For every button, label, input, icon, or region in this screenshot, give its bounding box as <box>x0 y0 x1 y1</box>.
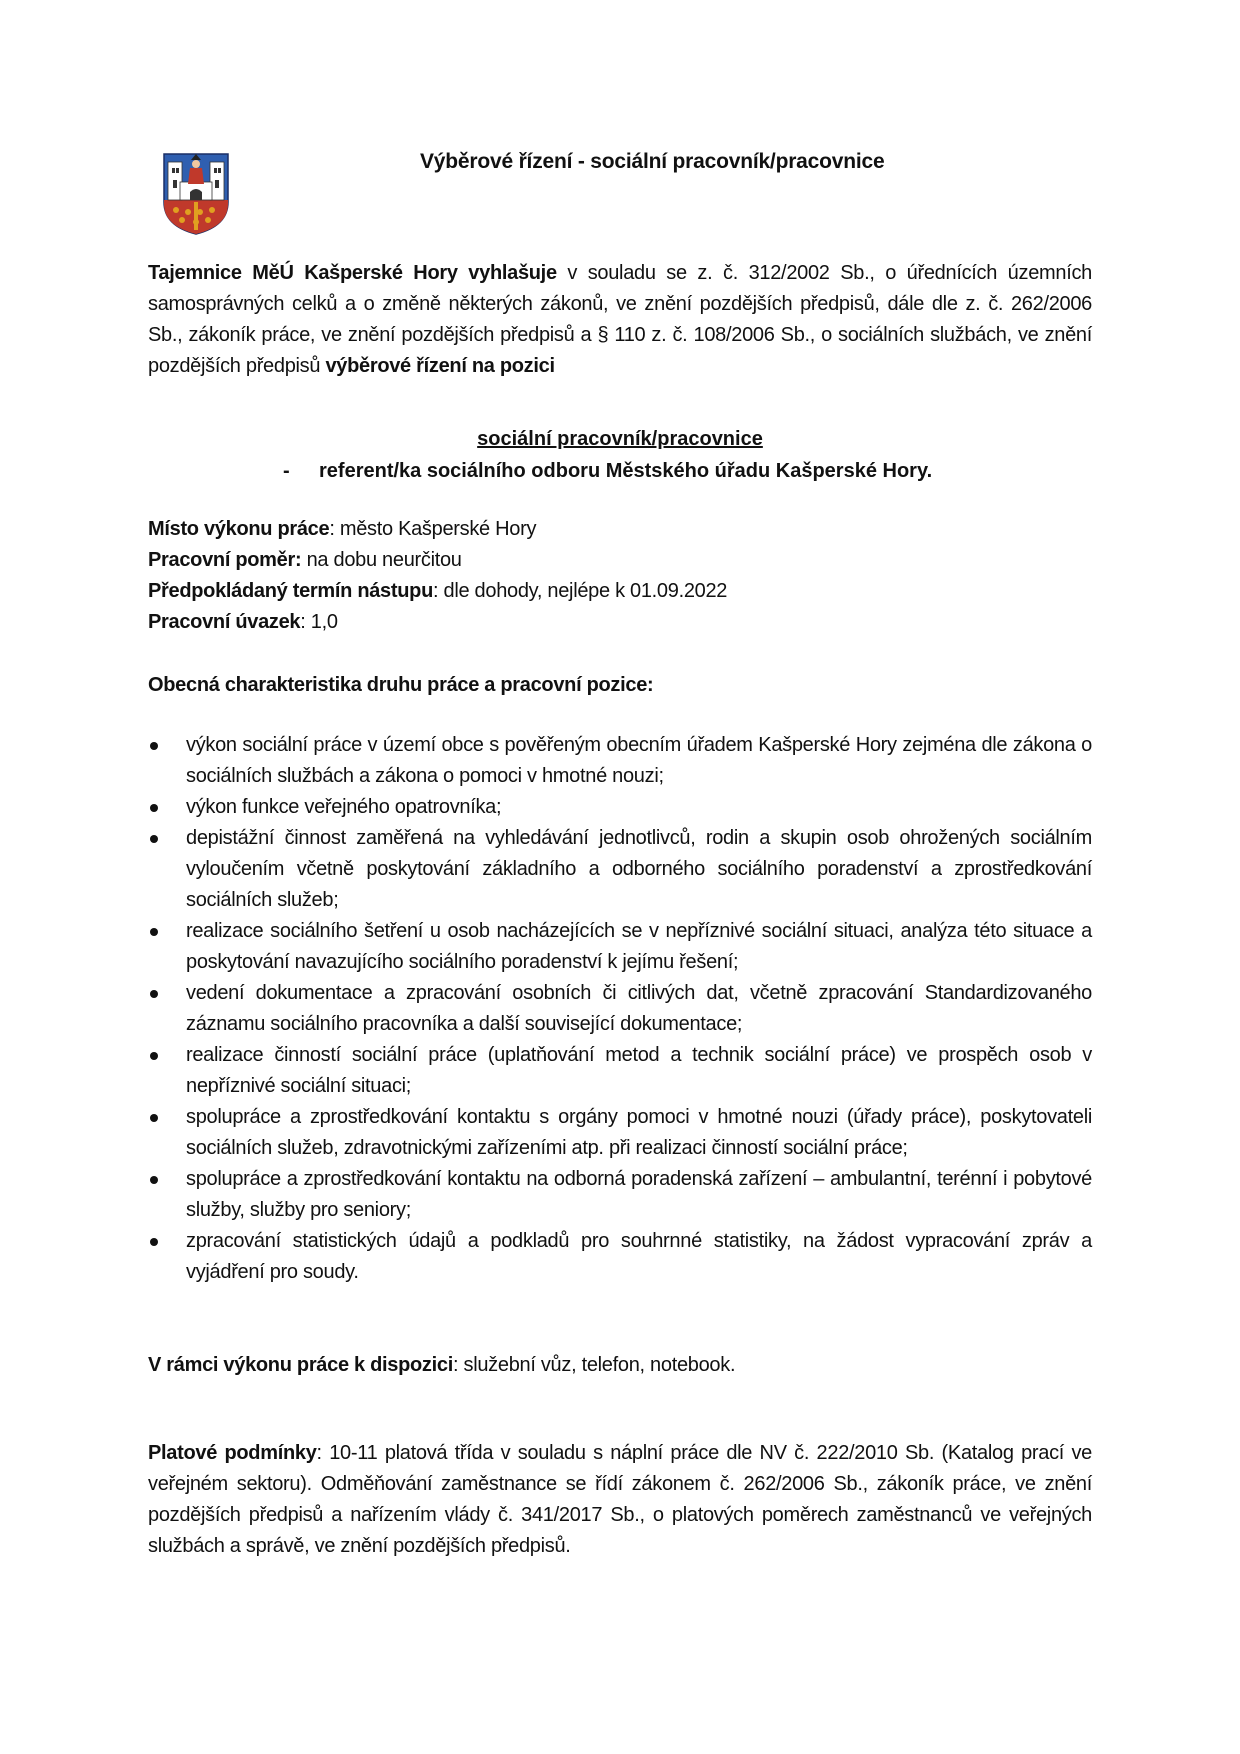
info-value: 1,0 <box>310 611 338 633</box>
intro-paragraph <box>148 258 1092 382</box>
dash-marker: - <box>283 460 290 482</box>
bullet-icon <box>150 804 158 812</box>
salary-paragraph <box>148 1438 1092 1562</box>
list-item-text: spolupráce a zprostředkování kontaktu s orgány pomoci v hmotné nouzi (úřady práce), poskytovateli sociálních služeb, zdravotnickými zařízeními atp. při realizaci činností sociální práce; <box>186 1106 1092 1159</box>
position-block <box>148 423 1092 487</box>
info-label: Pracovní poměr: <box>148 549 302 571</box>
intro-text: v souladu se z. č. 312/2002 Sb., o úřednících územních samosprávných celků a o změně některých zákonů, ve znění pozdějších předpisů, dále dle z. č. 262/2006 Sb., zákoník práce, ve znění pozdějších předpisů a § 110 z. č. 108/2006 Sb., o sociálních službách, ve znění pozdějších předpisů <box>148 262 1092 377</box>
bullet-icon <box>150 1176 158 1184</box>
list-item <box>148 823 1092 916</box>
bullet-icon <box>150 835 158 843</box>
page-title: Výběrové řízení - sociální pracovník/pracovnice <box>420 150 885 173</box>
info-label: Předpokládaný termín nástupu <box>148 580 433 602</box>
info-sep: : <box>433 580 444 602</box>
info-value: na dobu neurčitou <box>306 549 462 571</box>
bullet-icon <box>150 928 158 936</box>
salary-label: Platové podmínky <box>148 1442 317 1464</box>
position-title: sociální pracovník/pracovnice <box>477 428 763 450</box>
list-item <box>148 730 1092 792</box>
coat-of-arms-icon <box>160 150 232 236</box>
intro-bold-lead: Tajemnice MěÚ Kašperské Hory vyhlašuje <box>148 262 557 284</box>
characteristics-heading: Obecná charakteristika druhu práce a pracovní pozice: <box>148 674 654 696</box>
list-item <box>148 792 1092 823</box>
list-item <box>148 1040 1092 1102</box>
list-item <box>148 1102 1092 1164</box>
resources-value: služební vůz, telefon, notebook. <box>463 1354 736 1376</box>
info-place <box>148 514 1092 545</box>
resources-line <box>148 1350 1092 1381</box>
list-item-text: výkon sociální práce v území obce s pověřeným obecním úřadem Kašperské Hory zejména dle zákona o sociálních službách a zákona o pomoci v hmotné nouzi; <box>186 734 1092 787</box>
list-item-text: realizace činností sociální práce (uplatňování metod a technik sociální práce) ve prospěch osob v nepříznivé sociální situaci; <box>186 1044 1092 1097</box>
intro-bold-tail: výběrové řízení na pozici <box>325 355 555 377</box>
info-start-date <box>148 576 1092 607</box>
list-item-text: depistážní činnost zaměřená na vyhledávání jednotlivců, rodin a skupin osob ohrožených sociálním vyloučením včetně poskytování základního a odborného sociálního poradenství a zprostředkování sociálních služeb; <box>186 827 1092 911</box>
info-sep: : <box>329 518 340 540</box>
bullet-icon <box>150 1114 158 1122</box>
position-subtitle-line <box>148 455 1092 487</box>
list-item <box>148 916 1092 978</box>
bullet-icon <box>150 742 158 750</box>
list-item-text: spolupráce a zprostředkování kontaktu na odborná poradenská zařízení – ambulantní, terénní i pobytové služby, služby pro seniory; <box>186 1168 1092 1221</box>
info-value: dle dohody, nejlépe k 01.09.2022 <box>443 580 728 602</box>
job-info <box>148 514 1092 638</box>
list-item-text: vedení dokumentace a zpracování osobních či citlivých dat, včetně zpracování Standardizovaného záznamu sociálního pracovníka a další související dokumentace; <box>186 982 1092 1035</box>
bullet-icon <box>150 1052 158 1060</box>
list-item-text: realizace sociálního šetření u osob nacházejících se v nepříznivé sociální situaci, analýza této situace a poskytování navazujícího sociálního poradenství k jejímu řešení; <box>186 920 1092 973</box>
characteristics-list <box>148 730 1092 1288</box>
list-item-text: výkon funkce veřejného opatrovníka; <box>186 796 502 818</box>
list-item <box>148 1164 1092 1226</box>
list-item <box>148 1226 1092 1288</box>
info-label: Místo výkonu práce <box>148 518 330 540</box>
info-sep: : <box>300 611 311 633</box>
bullet-icon <box>150 990 158 998</box>
position-subtitle: referent/ka sociálního odboru Městského úřadu Kašperské Hory. <box>319 460 933 482</box>
info-value: město Kašperské Hory <box>339 518 537 540</box>
info-employment <box>148 545 1092 576</box>
list-item <box>148 978 1092 1040</box>
info-workload <box>148 607 1092 638</box>
info-label: Pracovní úvazek <box>148 611 301 633</box>
list-item-text: zpracování statistických údajů a podkladů pro souhrnné statistiky, na žádost vypracování zpráv a vyjádření pro soudy. <box>186 1230 1092 1283</box>
resources-sep: : <box>452 1354 464 1376</box>
salary-text: : 10-11 platová třída v souladu s náplní práce dle NV č. 222/2010 Sb. (Katalog prací ve veřejném sektoru). Odměňování zaměstnance se řídí zákonem č. 262/2006 Sb., zákoník práce, ve znění pozdějších předpisů a nařízením vlády č. 341/2017 Sb., o platových poměrech zaměstnanců ve veřejných službách a správě, ve znění pozdějších předpisů. <box>148 1442 1092 1557</box>
resources-label: V rámci výkonu práce k dispozici <box>148 1354 453 1376</box>
bullet-icon <box>150 1238 158 1246</box>
